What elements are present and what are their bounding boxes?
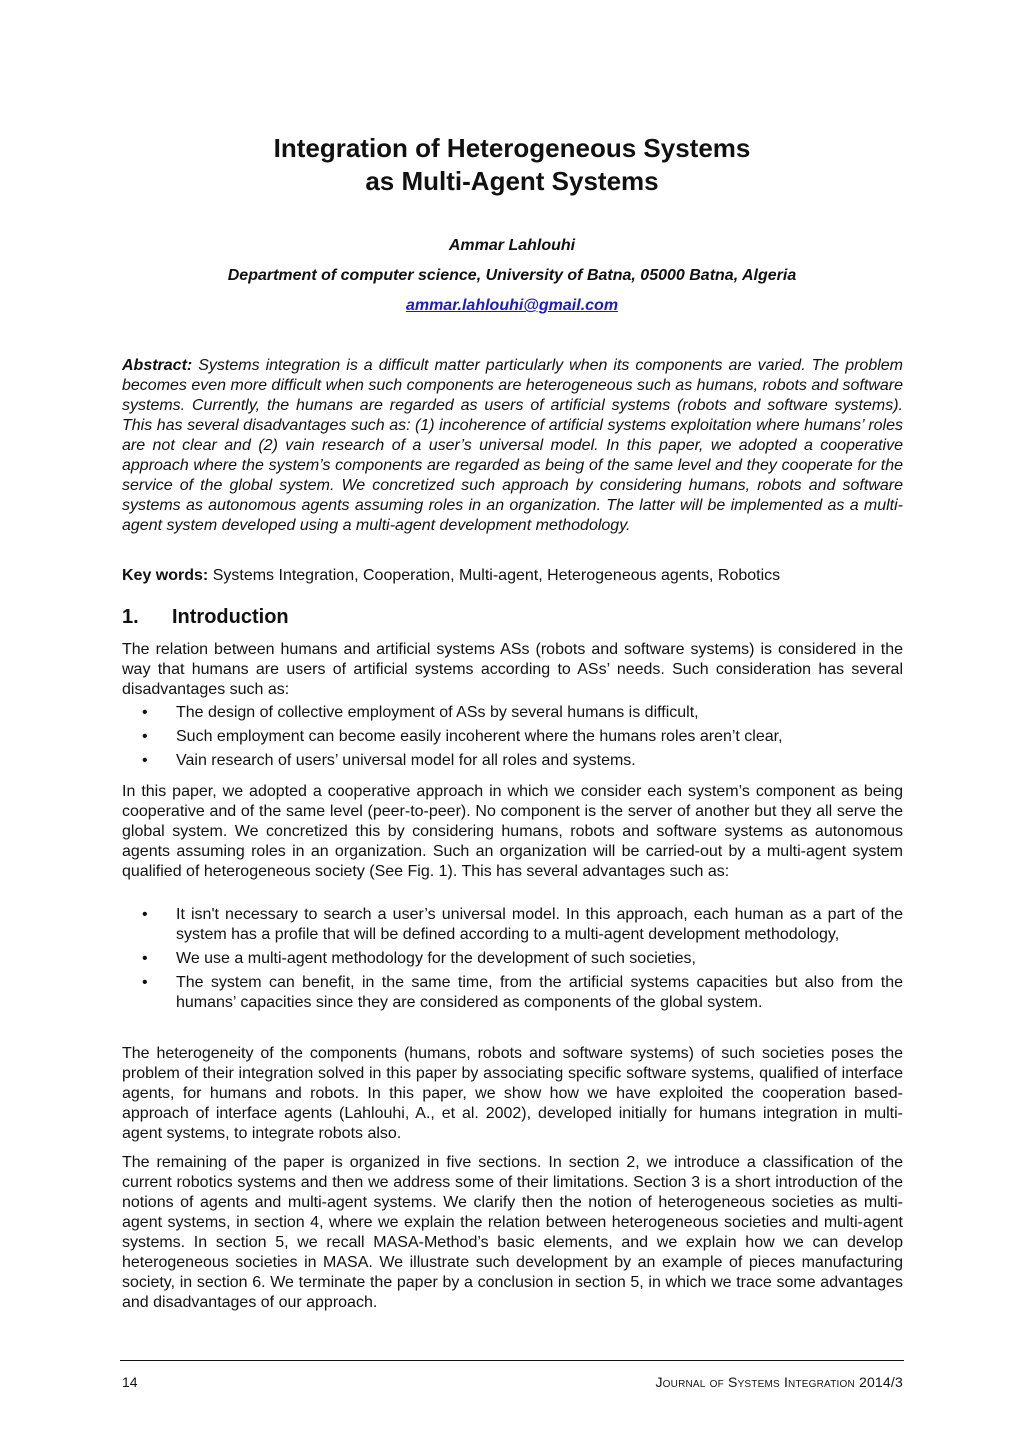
page-number: 14 (122, 1374, 138, 1390)
intro-paragraph-3 (122, 1044, 903, 1144)
list-item-text: The design of collective employment of ASs by several humans is difficult, (176, 704, 699, 721)
title-line-2: as Multi-Agent Systems (365, 166, 659, 196)
intro-paragraph-2 (122, 782, 903, 882)
bullet-icon: • (142, 974, 148, 991)
keywords (122, 566, 903, 586)
bullet-icon: • (142, 906, 148, 923)
bullet-list (122, 703, 903, 771)
list-item-text: Such employment can become easily incoherent where the humans roles aren’t clear, (176, 728, 783, 745)
abstract-text: Systems integration is a difficult matter particularly when its components are varied. The problem becomes even more difficult when such components are heterogeneous such as humans, robots and software systems. Currently, the humans are regarded as users of artificial systems (robots and software systems). This has several disadvantages such as: (1) incoherence of artificial systems exploitation where humans’ roles are not clear and (2) vain research of a user’s universal model. In this paper, we adopted a cooperative approach where the system’s components are regarded as being of the same level and they cooperate for the service of the global system. We concretized such approach by considering humans, robots and software systems as autonomous agents assuming roles in an organization. The latter will be implemented as a multi-agent system developed using a multi-agent development methodology. (122, 357, 903, 534)
journal-name: Journal of Systems Integration 2014/3 (655, 1374, 903, 1390)
list-item-text: Vain research of users’ universal model for all roles and systems. (176, 752, 636, 769)
author-name: Ammar Lahlouhi (448, 237, 576, 254)
bullet-icon: • (142, 950, 148, 967)
list-item (122, 751, 903, 771)
title-line-1: Integration of Heterogeneous Systems (273, 133, 751, 163)
paragraph-text: The heterogeneity of the components (humans, robots and software systems) of such societies poses the problem of their integration solved in this paper by associating specific software systems, qualified of interface agents, for humans and robots. In this paper, we show how we have exploited the cooperation based-approach of interface agents (Lahlouhi, A., et al. 2002), developed initially for humans integration in multi-agent systems, to integrate robots also. (122, 1045, 903, 1142)
bullet-icon: • (142, 728, 148, 745)
list-item (122, 949, 903, 969)
keywords-label: Key words: (122, 567, 209, 584)
author-affiliation: Department of computer science, University of Batna, 05000 Batna, Algeria (227, 267, 797, 284)
abstract-label: Abstract: (122, 357, 193, 374)
intro-paragraph-1 (122, 640, 903, 700)
paragraph-text: In this paper, we adopted a cooperative approach in which we consider each system’s component as being cooperative and of the same level (peer-to-peer). No component is the server of another but they all serve the global system. We concretized this by considering humans, robots and software systems as autonomous agents assuming roles in an organization. Such an organization will be carried-out by a multi-agent system qualified of heterogeneous society (See Fig. 1). This has several advantages such as: (122, 783, 903, 880)
list-item (122, 703, 903, 723)
bullet-icon: • (142, 704, 148, 721)
intro-bullet-list-2 (122, 905, 903, 1013)
abstract (122, 356, 903, 536)
list-item (122, 727, 903, 747)
intro-bullet-list-1 (122, 703, 903, 771)
paper-title (0, 132, 1024, 198)
bullet-icon: • (142, 752, 148, 769)
keywords-text: Systems Integration, Cooperation, Multi-agent, Heterogeneous agents, Robotics (212, 567, 781, 584)
author-email-line (0, 296, 1024, 316)
list-item (122, 973, 903, 1013)
section-number: 1. (122, 606, 139, 628)
intro-paragraph-4 (122, 1153, 903, 1313)
paragraph-text: The relation between humans and artificial systems ASs (robots and software systems) is considered in the way that humans are users of artificial systems according to ASs’ needs. Such consideration has several disadvantages such as: (122, 641, 903, 698)
section-heading (122, 605, 289, 629)
list-item (122, 905, 903, 945)
list-item-text: It isn't necessary to search a user’s universal model. In this approach, each human as a part of the system has a profile that will be defined according to a multi-agent development methodology, (176, 906, 903, 943)
list-item-text: The system can benefit, in the same time, from the artificial systems capacities but also from the humans’ capacities since they are considered as components of the global system. (176, 974, 903, 1011)
section-title: Introduction (172, 606, 289, 628)
footer-divider (120, 1360, 904, 1361)
author-email-link[interactable]: ammar.lahlouhi@gmail.com (405, 297, 619, 314)
bullet-list (122, 905, 903, 1013)
paragraph-text: The remaining of the paper is organized in five sections. In section 2, we introduce a classification of the current robotics systems and then we address some of their limitations. Section 3 is a short introduction of the notions of agents and multi-agent systems. We clarify then the notion of heterogeneous societies as multi-agent systems, in section 4, where we explain the relation between heterogeneous societies and multi-agent systems. In section 5, we recall MASA-Method’s basic elements, and we explain how we can develop heterogeneous societies in MASA. We illustrate such development by an example of pieces manufacturing society, in section 6. We terminate the paper by a conclusion in section 5, in which we trace some advantages and disadvantages of our approach. (122, 1154, 903, 1311)
list-item-text: We use a multi-agent methodology for the development of such societies, (176, 950, 696, 967)
